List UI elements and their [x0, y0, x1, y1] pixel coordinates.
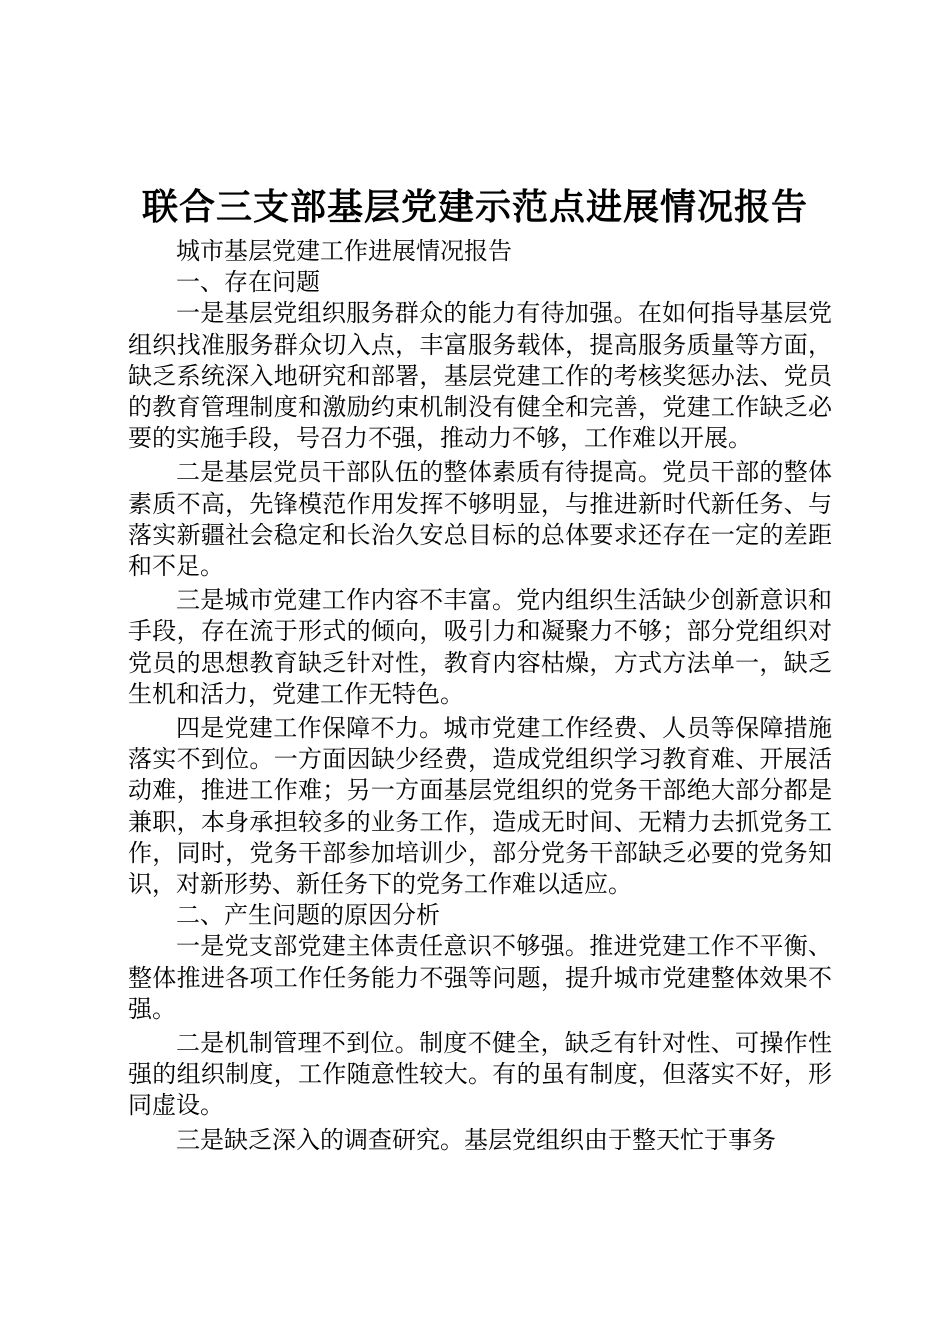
paragraph-issue-2: 二是基层党员干部队伍的整体素质有待提高。党员干部的整体素质不高，先锋模范作用发挥不够明显，与推进新时代新任务、与落实新疆社会稳定和长治久安总目标的总体要求还存在一定的差距和不足。: [128, 458, 832, 581]
paragraph-issue-1: 一是基层党组织服务群众的能力有待加强。在如何指导基层党组织找准服务群众切入点，丰富服务载体，提高服务质量等方面，缺乏系统深入地研究和部署，基层党建工作的考核奖惩办法、党员的教育管理制度和激励约束机制没有健全和完善，党建工作缺乏必要的实施手段，号召力不强，推动力不够，工作难以开展。: [128, 299, 832, 453]
paragraph-section-heading-2: 二、产生问题的原因分析: [176, 901, 440, 930]
paragraph-cause-3: 三是缺乏深入的调查研究。基层党组织由于整天忙于事务: [176, 1125, 776, 1154]
paragraph-issue-4: 四是党建工作保障不力。城市党建工作经费、人员等保障措施落实不到位。一方面因缺少经费，造成党组织学习教育难、开展活动难，推进工作难；另一方面基层党组织的党务干部绝大部分都是兼职，本身承担较多的业务工作，造成无时间、无精力去抓党务工作，同时，党务干部参加培训少，部分党务干部缺乏必要的党务知识，对新形势、新任务下的党务工作难以适应。: [128, 714, 832, 899]
paragraph-cause-1: 一是党支部党建主体责任意识不够强。推进党建工作不平衡、整体推进各项工作任务能力不强等问题，提升城市党建整体效果不强。: [128, 932, 832, 1023]
paragraph-subtitle: 城市基层党建工作进展情况报告: [176, 237, 512, 265]
paragraph-cause-2: 二是机制管理不到位。制度不健全，缺乏有针对性、可操作性强的组织制度，工作随意性较大。有的虽有制度，但落实不好，形同虚设。: [128, 1029, 832, 1120]
paragraph-issue-3: 三是城市党建工作内容不丰富。党内组织生活缺少创新意识和手段，存在流于形式的倾向，吸引力和凝聚力不够；部分党组织对党员的思想教育缺乏针对性，教育内容枯燥，方式方法单一，缺乏生机和活力，党建工作无特色。: [128, 586, 832, 708]
document-title: 联合三支部基层党建示范点进展情况报告: [141, 187, 808, 228]
paragraph-section-heading-1: 一、存在问题: [176, 268, 320, 297]
document-body: [128, 236, 832, 1156]
